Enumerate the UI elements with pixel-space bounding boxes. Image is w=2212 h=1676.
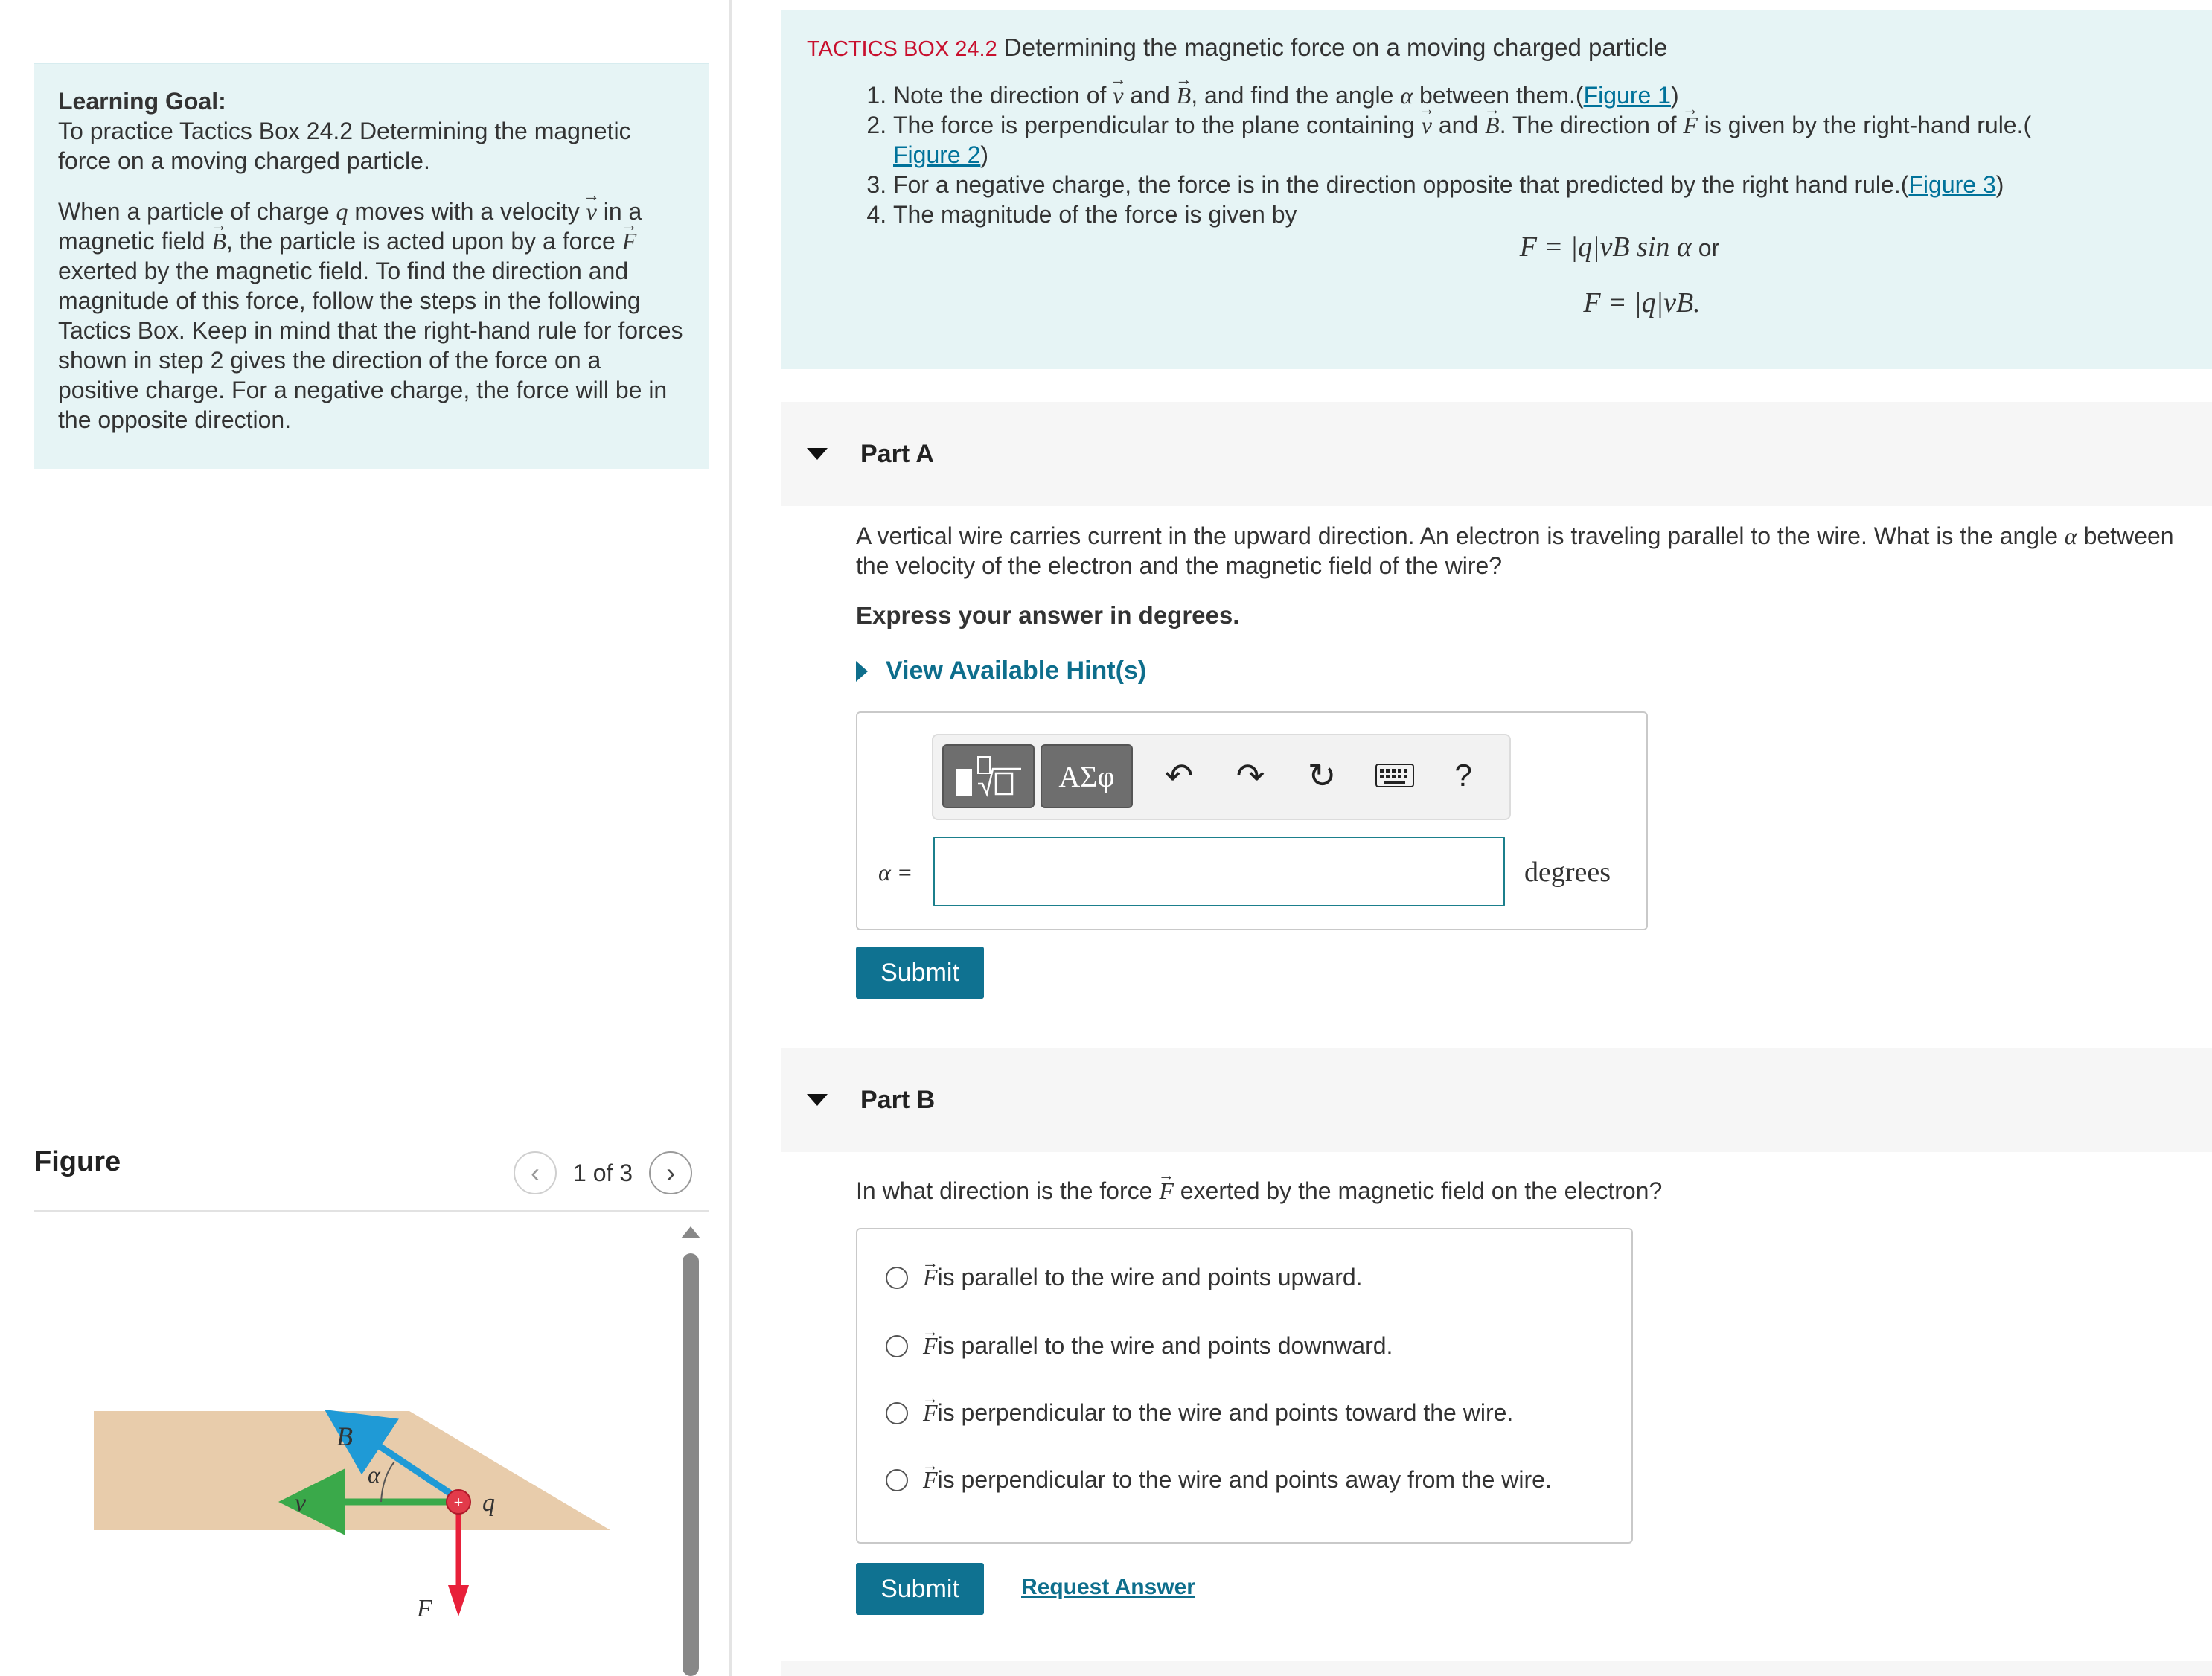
goal-text-4: , the particle is acted upon by a force [226,228,622,255]
goal-text-2: moves with a velocity [348,198,586,225]
math-B-vector: → B [211,226,226,256]
left-panel [0,0,729,1676]
goal-text-5: exerted by the magnetic field. To find the direction and magnitude of this force, follow the steps in the following Tactics Box. Keep in mind that the right-hand rule for forces shown in step 2 gives the direction of the force on a positive charge. For a negative charge, the force will be in the opposite direction. [58,258,683,433]
step2-text-e: ) [980,141,989,168]
math-q: q [336,198,348,225]
greek-letters-button[interactable]: ΑΣφ [1041,744,1133,808]
math-v-vector: → v [1422,110,1432,140]
figure-scrollbar[interactable] [683,1253,699,1676]
goal-text-1: When a particle of charge [58,198,336,225]
figure-diagram [89,1399,625,1622]
math-B-vector: → B [1485,110,1500,140]
equation-1-or: or [1691,234,1720,261]
math-F-vector: → F [923,1264,938,1291]
reset-icon[interactable]: ↻ [1307,756,1337,795]
answer-label [878,859,912,886]
answer-unit: degrees [1524,857,1611,888]
choice-option[interactable] [886,1466,1552,1494]
templates-button[interactable] [942,744,1035,808]
tactics-step-4 [893,199,2187,229]
tactics-box [781,10,2212,369]
radio-button[interactable] [886,1267,908,1289]
figure-F-arrowhead [448,1585,469,1616]
radio-button[interactable] [886,1335,908,1357]
tactics-label: TACTICS BOX 24.2 [807,37,997,61]
part-a-label: Part A [860,439,934,468]
radio-button[interactable] [886,1469,908,1491]
figure-label-v: v [295,1489,307,1517]
figure-label-q: q [482,1489,495,1517]
equation-1 [1052,232,2187,263]
caret-down-icon [807,1094,828,1106]
tactics-steps [807,80,2187,229]
math-F-vector: → F [622,226,637,256]
choice-text: is parallel to the wire and points downward. [937,1332,1393,1359]
tactics-step-1 [893,80,2187,110]
part-b-header[interactable] [781,1048,2212,1152]
math-B-vector: → B [1177,80,1192,110]
request-answer-link[interactable]: Request Answer [1021,1575,1195,1599]
part-a-question-1: A vertical wire carries current in the upward direction. An electron is traveling parallel to the wire. What is the angle [856,522,2065,549]
goal-text-3: in a magnetic field [58,198,642,255]
step1-text-b: and [1123,82,1177,109]
next-part-strip [781,1661,2212,1676]
step2-text-c: . The direction of [1499,112,1684,138]
step1-text-c: , and find the angle [1191,82,1401,109]
step2-text-d: is given by the right-hand rule.( [1697,112,2032,138]
math-alpha: α [2064,522,2077,549]
figure-1-link[interactable]: Figure 1 [1583,82,1671,109]
figure-label-B: B [336,1421,353,1451]
part-b-submit-button[interactable]: Submit [856,1563,984,1615]
equation-2 [1097,288,2187,318]
templates-icon [953,754,1024,799]
part-b-question-1: In what direction is the force [856,1177,1160,1204]
radio-button[interactable] [886,1402,908,1424]
tactics-title: Determining the magnetic force on a moving charged particle [997,33,1668,61]
figure-nav [514,1151,692,1195]
figure-label-F: F [417,1595,432,1622]
chevron-right-icon: › [666,1157,676,1188]
scroll-up-arrow-icon[interactable] [681,1226,700,1238]
caret-right-icon [856,661,868,682]
figure-3-link[interactable]: Figure 3 [1908,171,1996,198]
step3-text-e: ) [1995,171,2004,198]
learning-goal-box [34,63,709,469]
step1-text-a: Note the direction of [893,82,1113,109]
step1-text-e: ) [1670,82,1679,109]
learning-goal-text: To practice Tactics Box 24.2 Determining the magnetic force on a moving charged particle. [58,118,631,174]
figure-divider [34,1210,709,1212]
math-F-vector: → F [923,1332,938,1360]
learning-goal-title: Learning Goal: [58,88,226,115]
math-alpha: α [1400,82,1413,109]
figure-next-button[interactable] [649,1151,692,1194]
part-b-label: Part B [860,1085,936,1114]
help-icon[interactable]: ? [1454,758,1472,793]
part-a-submit-button[interactable]: Submit [856,947,984,999]
chevron-left-icon: ‹ [531,1157,540,1188]
math-v-vector: → v [1113,80,1123,110]
part-a-question [856,521,2203,580]
step2-text-b: and [1431,112,1486,138]
tactics-step-3 [893,170,2187,199]
step4-text: The magnitude of the force is given by [893,201,1297,228]
caret-down-icon [807,448,828,460]
answer-box [856,711,1648,930]
view-hints-label: View Available Hint(s) [886,656,1147,685]
figure-label-alpha: α [368,1461,380,1488]
math-F-vector: → F [923,1399,938,1427]
choice-text: is parallel to the wire and points upward. [937,1264,1363,1290]
part-b-question-2: exerted by the magnetic field on the electron? [1173,1177,1663,1204]
math-F-vector: → F [1683,110,1698,140]
part-a-question-2: between the velocity of the electron and the magnetic field of the wire? [856,522,2174,579]
equation-1-math: F = |q|vB sin α [1519,231,1692,263]
tactics-step-2 [893,110,2187,170]
figure-counter: 1 of 3 [573,1159,633,1186]
choice-text: is perpendicular to the wire and points toward the wire. [937,1399,1514,1426]
choice-option[interactable] [886,1332,1393,1360]
figure-prev-button[interactable] [514,1151,557,1194]
math-toolbar [932,734,1511,820]
part-b-question [856,1176,2203,1206]
equation-2-math: F = |q|vB. [1583,287,1701,319]
step3-text-a: For a negative charge, the force is in the direction opposite that predicted by the right hand rule.( [893,171,1909,198]
math-v-vector: → v [586,196,597,226]
math-F-vector: → F [923,1466,938,1494]
part-a-instruction: Express your answer in degrees. [856,601,1240,629]
keyboard-icon[interactable] [1372,752,1417,799]
figure-title: Figure [34,1146,121,1177]
step1-text-d: between them.( [1413,82,1584,109]
column-divider [729,0,732,1676]
part-b-choices [856,1228,1633,1544]
figure-2-link[interactable]: Figure 2 [893,141,981,168]
choice-option[interactable] [886,1264,1363,1291]
tactics-heading [807,33,2187,64]
answer-label-math: α = [878,859,913,886]
view-hints-toggle[interactable] [856,656,1146,685]
learning-goal-intro [58,86,685,176]
undo-icon[interactable]: ↶ [1164,756,1194,795]
step2-text-a: The force is perpendicular to the plane containing [893,112,1422,138]
learning-goal-description [58,196,685,435]
redo-icon[interactable]: ↷ [1236,756,1265,795]
choice-text: is perpendicular to the wire and points away from the wire. [937,1466,1552,1493]
choice-option[interactable] [886,1399,1513,1427]
part-a-header[interactable] [781,402,2212,506]
figure-charge-plus: + [453,1493,464,1512]
answer-input[interactable] [933,837,1505,906]
math-F-vector: → F [1159,1176,1174,1206]
